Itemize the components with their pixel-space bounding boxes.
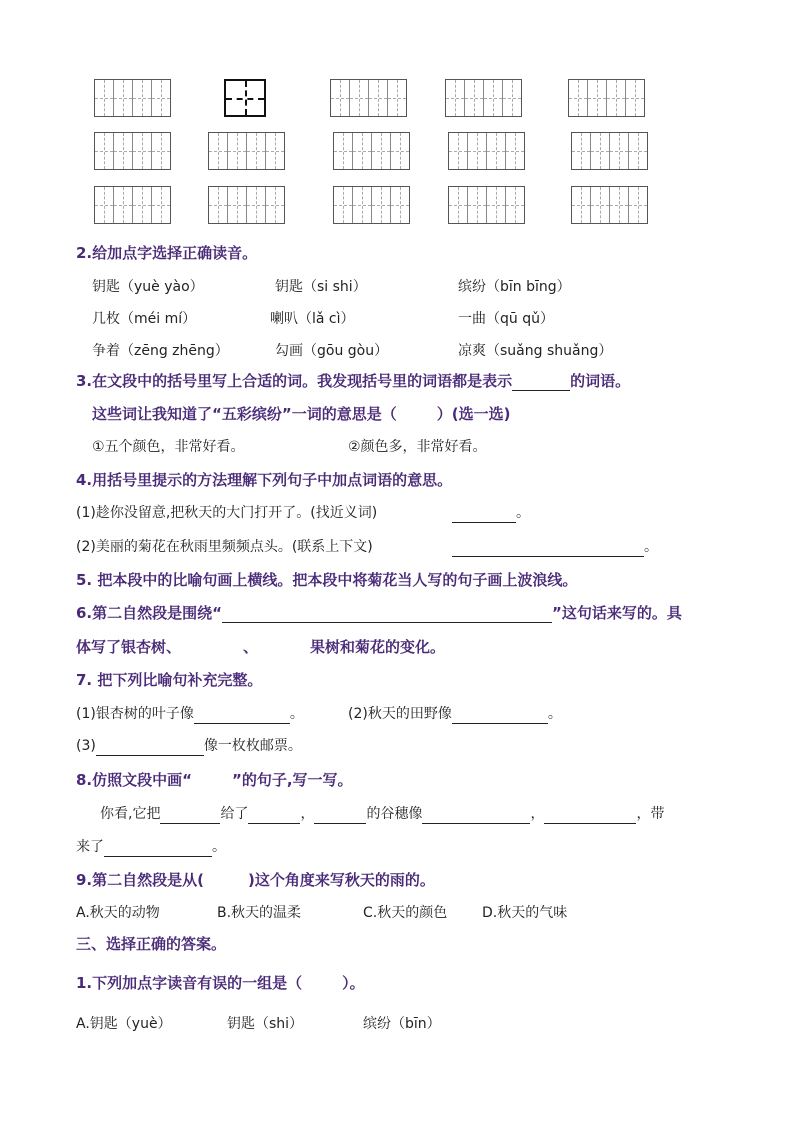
writing-box[interactable] [208,186,285,224]
question-7-title: 7. 把下列比喻句补充完整。 [76,671,263,689]
question-4-answer-1 [452,503,530,523]
writing-cell[interactable] [226,81,264,115]
option-a: A.秋天的动物 [76,905,160,921]
sentence-text: (1)银杏树的叶子像 [76,706,194,722]
option-c: C.秋天的颜色 [363,905,448,921]
question-9-text-end: )这个角度来写秋天的雨的。 [248,871,435,889]
writing-cell[interactable] [350,80,369,116]
writing-cell[interactable] [572,187,591,223]
question-3-text-end: 的词语。 [570,372,631,390]
writing-cell[interactable] [468,133,487,169]
writing-cell[interactable] [506,133,524,169]
writing-cell[interactable] [369,80,388,116]
writing-cell[interactable] [133,80,152,116]
sentence-text: 来了 [76,839,104,855]
writing-cell[interactable] [572,133,591,169]
answer-blank[interactable] [452,707,548,724]
pinyin-option: 凉爽（suǎng shuǎng） [458,343,613,359]
comma: ， [530,806,545,822]
writing-cell[interactable] [152,133,170,169]
writing-cell[interactable] [569,80,588,116]
writing-box[interactable] [333,132,410,170]
writing-cell[interactable] [487,187,506,223]
writing-box[interactable] [208,132,285,170]
answer-blank[interactable] [452,540,644,557]
writing-cell[interactable] [372,187,391,223]
writing-box[interactable] [571,132,648,170]
writing-cell[interactable] [114,187,133,223]
pinyin-option: 喇叭（lǎ cì） [270,311,355,327]
question-3-line-2-end: ）(选一选) [436,405,511,423]
writing-cell[interactable] [465,80,484,116]
answer-blank[interactable] [544,807,636,824]
writing-cell[interactable] [209,133,228,169]
question-4-sentence-2 [76,537,373,557]
question-5-title: 5. 把本段中的比喻句画上横线。把本段中将菊花当人写的句子画上波浪线。 [76,571,578,589]
writing-cell[interactable] [629,133,647,169]
writing-box[interactable] [445,79,522,117]
question-9-text: 9.第二自然段是从( [76,871,204,889]
choice-option-2: ②颜色多，非常好看。 [348,439,487,455]
writing-cell[interactable] [353,133,372,169]
question-6-text: 6.第二自然段是围绕“ [76,604,222,622]
answer-blank[interactable] [314,807,366,824]
question-3-text: 3.在文段中的括号里写上合适的词。我发现括号里的词语都是表示 [76,372,513,390]
answer-blank[interactable] [422,807,530,824]
writing-cell[interactable] [95,80,114,116]
question-3-title [76,371,630,391]
question-7-item-3 [76,736,302,756]
question-4-sentence-1 [76,503,377,523]
choice-option-1: ①五个颜色，非常好看。 [92,439,245,455]
writing-cell[interactable] [133,133,152,169]
grid-row [0,79,794,119]
separator: 、 [243,638,259,656]
writing-cell[interactable] [610,133,629,169]
writing-cell[interactable] [228,133,247,169]
sentence-text: 的谷穗像 [366,806,423,822]
comma: ， [300,806,315,822]
sentence-text-end: 像一枚枚邮票。 [203,738,302,754]
question-8-title [76,770,353,790]
writing-box[interactable] [224,79,266,117]
sentence-text: ，带 [636,806,665,822]
writing-cell[interactable] [591,133,610,169]
pinyin-option: 一曲（qū qǔ） [458,311,554,327]
question-8-line-2 [76,837,226,857]
answer-blank[interactable] [160,807,220,824]
period: 。 [289,706,304,722]
pinyin-option: 缤纷（bīn bīng） [458,279,571,295]
pinyin-option: 勾画（gōu gòu） [275,343,389,359]
section-3-option-a3: 缤纷（bīn） [363,1016,441,1032]
sentence-text: (1)趁你没留意,把秋天的大门打开了。(找近义词) [76,505,378,521]
question-7-item-2 [348,704,562,724]
answer-blank[interactable] [512,374,570,391]
writing-cell[interactable] [626,80,644,116]
option-b: B.秋天的温柔 [217,905,302,921]
question-8-text: 8.仿照文段中画“ [76,771,192,789]
writing-cell[interactable] [468,187,487,223]
writing-cell[interactable] [266,187,284,223]
answer-blank[interactable] [104,840,212,857]
writing-cell[interactable] [446,80,465,116]
pinyin-option: 争着（zēng zhēng） [92,343,229,359]
sentence-text: (2)美丽的菊花在秋雨里频频点头。(联系上下文) [76,539,373,555]
writing-box[interactable] [94,132,171,170]
sentence-text: (3) [76,738,96,754]
writing-cell[interactable] [484,80,503,116]
period: 。 [547,706,562,722]
question-4-answer-2 [452,537,658,557]
section-3-question-1 [76,973,365,993]
writing-box[interactable] [568,79,645,117]
section-3-option-a2: 钥匙（shi） [227,1016,304,1032]
period: 。 [516,505,530,521]
question-7-item-1 [76,704,304,724]
writing-box[interactable] [448,132,525,170]
question-2-title: 2.给加点字选择正确读音。 [76,244,258,262]
question-6-text-end: ”这句话来写的。具 [552,604,682,622]
sentence-text: 你看,它把 [100,806,161,822]
answer-blank[interactable] [452,506,516,523]
question-text-end: ）。 [342,974,365,992]
question-6-line-2 [76,637,445,657]
pinyin-option: 钥匙（yuè yào） [92,279,204,295]
writing-cell[interactable] [95,133,114,169]
answer-blank[interactable] [194,707,290,724]
question-8-line-1 [100,804,664,824]
question-3-line-2-text: 这些词让我知道了“五彩缤纷”一词的意思是（ [92,405,397,423]
writing-cell[interactable] [503,80,521,116]
section-3-title: 三、选择正确的答案。 [76,935,227,953]
writing-box[interactable] [94,186,171,224]
writing-cell[interactable] [114,133,133,169]
writing-cell[interactable] [209,187,228,223]
question-3-line-2 [92,404,510,424]
pinyin-option: 几枚（méi mí） [92,311,197,327]
writing-cell[interactable] [133,187,152,223]
writing-cell[interactable] [610,187,629,223]
writing-cell[interactable] [334,187,353,223]
question-6-text: 体写了银杏树、 [76,638,182,656]
writing-box[interactable] [448,186,525,224]
question-6-line-1 [76,603,682,623]
writing-cell[interactable] [331,80,350,116]
period: 。 [644,539,658,555]
question-9-title [76,870,435,890]
writing-cell[interactable] [247,187,266,223]
writing-cell[interactable] [506,187,524,223]
writing-cell[interactable] [449,187,468,223]
answer-blank[interactable] [222,606,552,623]
answer-blank[interactable] [96,739,204,756]
sentence-text: (2)秋天的田野像 [348,706,452,722]
pinyin-option: 钥匙（si shi） [275,279,367,295]
section-3-option-a1: A.钥匙（yuè） [76,1016,172,1032]
writing-box[interactable] [333,186,410,224]
writing-cell[interactable] [353,187,372,223]
answer-blank[interactable] [248,807,300,824]
writing-cell[interactable] [588,80,607,116]
sentence-text: 给了 [220,806,249,822]
question-text: 1.下列加点字读音有误的一组是（ [76,974,303,992]
writing-box[interactable] [571,186,648,224]
writing-cell[interactable] [449,133,468,169]
period: 。 [212,839,226,855]
writing-cell[interactable] [95,187,114,223]
question-6-text-end: 果树和菊花的变化。 [310,638,446,656]
question-4-title: 4.用括号里提示的方法理解下列句子中加点词语的意思。 [76,471,453,489]
writing-cell[interactable] [334,133,353,169]
option-d: D.秋天的气味 [482,905,568,921]
writing-cell[interactable] [152,80,170,116]
question-8-text-end: ”的句子,写一写。 [232,771,353,789]
writing-cell[interactable] [388,80,406,116]
writing-cell[interactable] [391,187,409,223]
writing-cell[interactable] [372,133,391,169]
writing-cell[interactable] [391,133,409,169]
writing-cell[interactable] [591,187,610,223]
writing-cell[interactable] [247,133,266,169]
writing-cell[interactable] [152,187,170,223]
writing-box[interactable] [94,79,171,117]
writing-cell[interactable] [629,187,647,223]
writing-cell[interactable] [487,133,506,169]
grid-row [0,186,794,226]
grid-row [0,132,794,172]
writing-cell[interactable] [228,187,247,223]
writing-box[interactable] [330,79,407,117]
writing-cell[interactable] [114,80,133,116]
writing-cell[interactable] [266,133,284,169]
writing-cell[interactable] [607,80,626,116]
